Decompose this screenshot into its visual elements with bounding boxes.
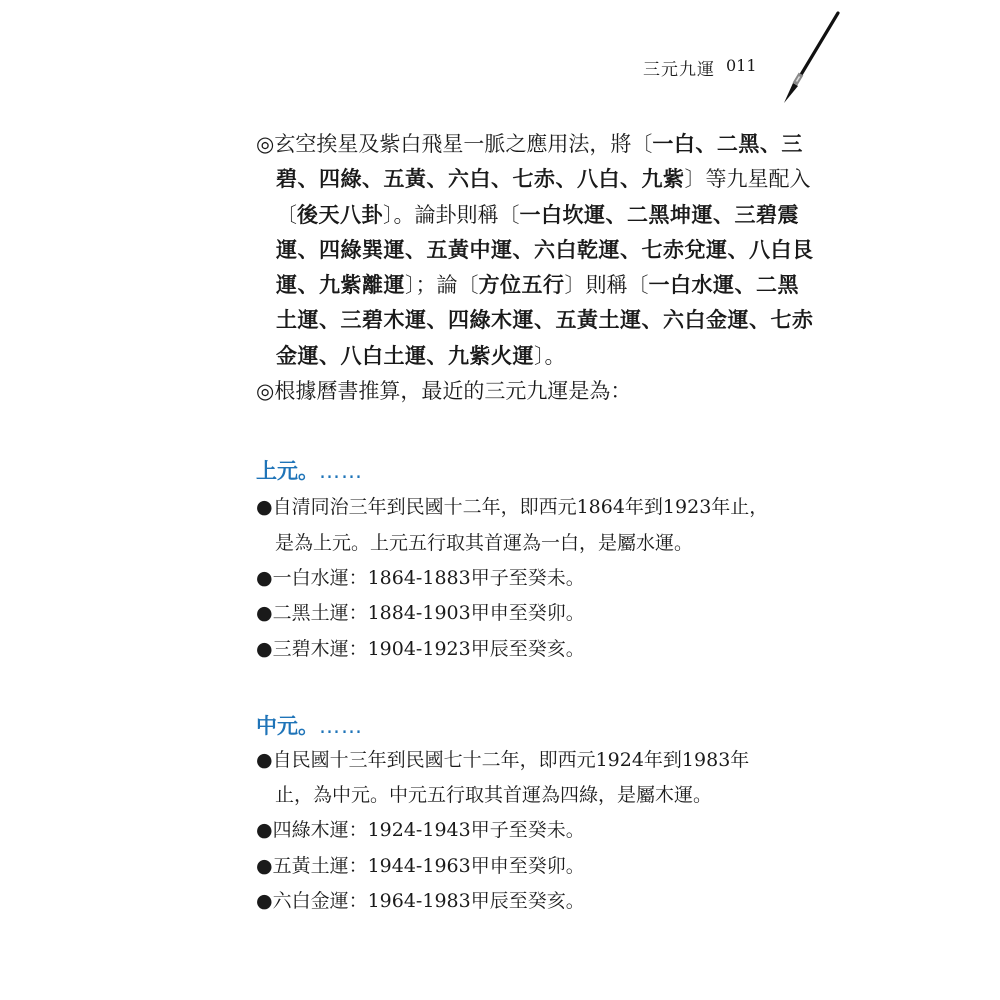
text-run: 〔 — [276, 202, 297, 227]
page-body — [256, 127, 814, 919]
text-run: 〕等九星配入 — [684, 167, 811, 192]
list-item-continuation: 止，為中元。中元五行取其首運為四綠，是屬木運。 — [275, 784, 713, 807]
text-line — [256, 268, 799, 303]
list-item: ●一白水運：1864-1883甲子至癸未。 — [256, 566, 585, 589]
bold-term: 運、四綠巽運、五黃中運、六白乾運、七赤兌運、八白艮 — [276, 237, 814, 262]
list-item: ●自民國十三年到民國七十二年，即西元1924年到1983年 — [256, 748, 750, 771]
text-line — [256, 303, 814, 338]
section-heading-shangyuan — [256, 456, 796, 486]
bold-term: 碧、四綠、五黃、六白、七赤、八白、九紫 — [276, 167, 685, 192]
text-line — [256, 162, 811, 197]
section-list-shangyuan — [256, 490, 796, 666]
bold-term: 方位五行 — [478, 273, 565, 298]
bold-term: 後天八卦 — [297, 202, 383, 227]
text-line — [256, 198, 799, 233]
heading-text: 中元。 — [256, 713, 319, 738]
text-line — [256, 233, 814, 268]
text-run: 〕則稱〔 — [564, 273, 649, 298]
list-item-continuation: 是為上元。上元五行取其首運為一白，是屬水運。 — [275, 531, 694, 554]
bold-term: 一白、二黑、三 — [652, 132, 803, 156]
list-item: ●五黃土運：1944-1963甲申至癸卯。 — [256, 854, 585, 877]
heading-dots: …… — [319, 713, 363, 738]
list-item: ●六白金運：1964-1983甲辰至癸亥。 — [256, 890, 585, 913]
running-header — [600, 55, 760, 81]
bold-term: 土運、三碧木運、四綠木運、五黃土運、六白金運、七赤 — [276, 308, 814, 333]
text-line — [256, 339, 796, 374]
list-item: ●三碧木運：1904-1923甲辰至癸亥。 — [256, 637, 585, 660]
text-run: ◎玄空挨星及紫白飛星一脈之應用法，將〔 — [256, 132, 653, 156]
list-item: ●四綠木運：1924-1943甲子至癸未。 — [256, 819, 585, 842]
text-run: 〕。論卦則稱〔 — [383, 202, 520, 227]
text-run: 〕。 — [534, 343, 566, 368]
bold-term: 一白坎運、二黑坤運、三碧震 — [519, 202, 799, 227]
text-run: 〕；論〔 — [405, 273, 479, 298]
calligraphy-brush-icon — [775, 8, 845, 106]
section-heading-zhongyuan — [256, 711, 796, 741]
bold-term: 金運、八白土運、九紫火運 — [276, 343, 534, 368]
bold-term: 一白水運、二黑 — [648, 273, 799, 298]
list-item: ●自清同治三年到民國十二年，即西元1864年到1923年止， — [256, 496, 769, 519]
section-list-zhongyuan — [256, 743, 796, 919]
text-line: ◎根據曆書推算，最近的三元九運是為： — [256, 379, 632, 404]
heading-dots: …… — [319, 459, 363, 484]
chapter-title: 三元九運 — [643, 60, 715, 80]
heading-text: 上元。 — [256, 459, 319, 484]
intro-paragraph-1 — [256, 127, 814, 374]
page-number: 011 — [726, 56, 757, 75]
list-item: ●二黑土運：1884-1903甲申至癸卯。 — [256, 602, 585, 625]
text-line — [256, 127, 803, 162]
intro-paragraph-2 — [256, 374, 796, 409]
bold-term: 運、九紫離運 — [276, 273, 405, 298]
